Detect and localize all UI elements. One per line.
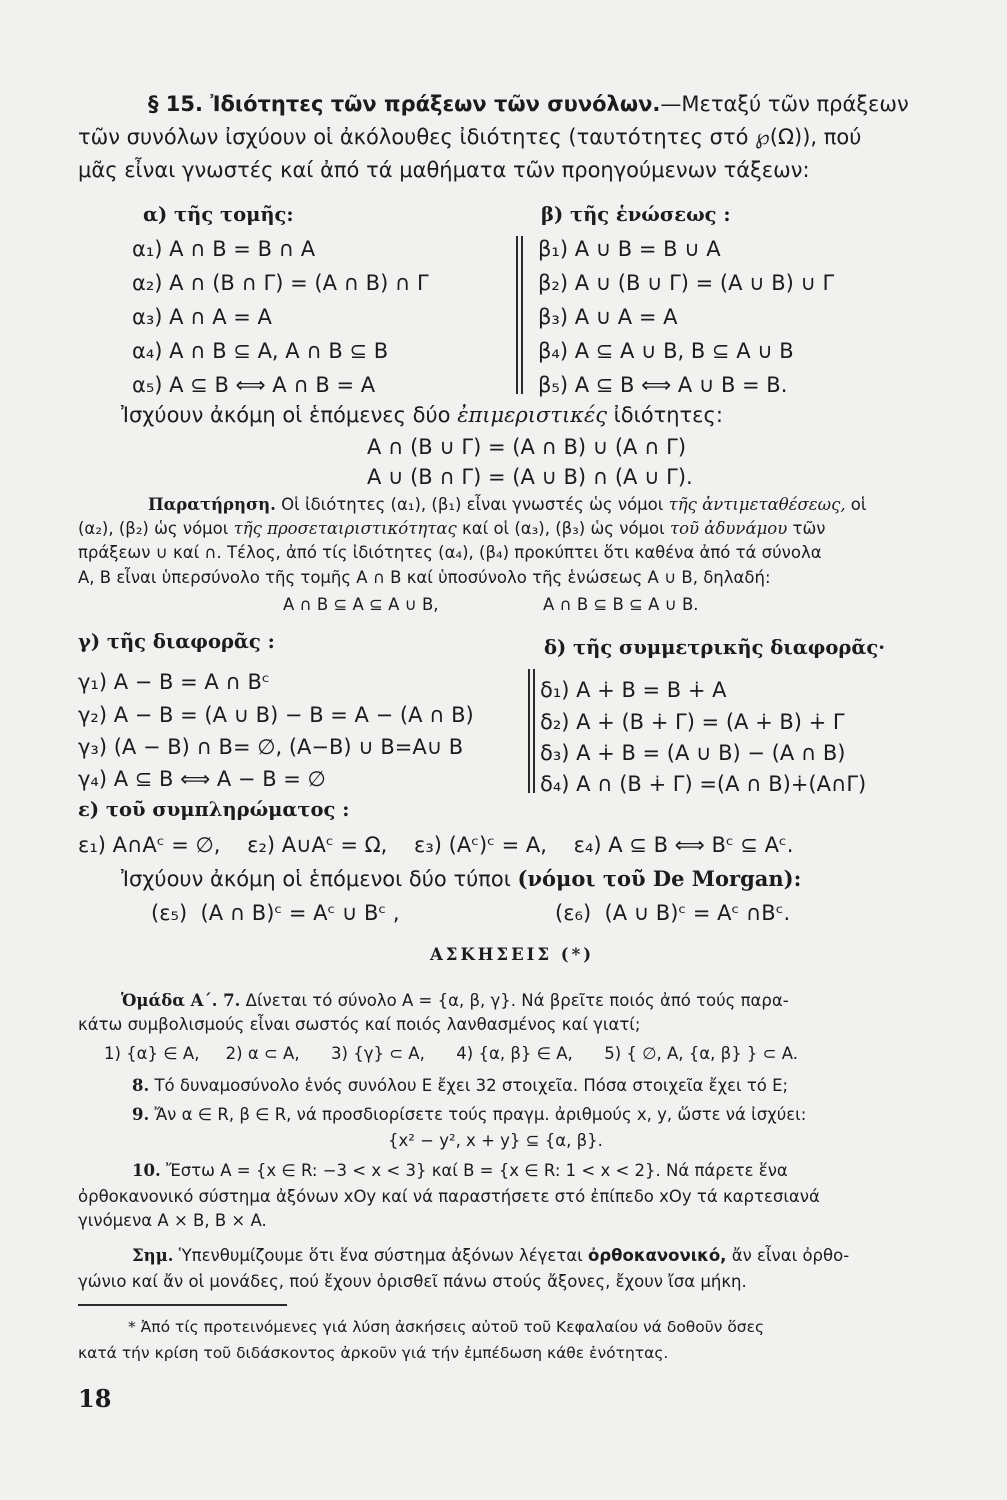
note-text-2: ἄν εἶναι ὀρθο-	[726, 1246, 850, 1265]
exercise-7-label: Ὁμάδα Α΄. 7.	[121, 991, 241, 1010]
intersection-item-5: α₅) A ⊆ B ⟺ A ∩ B = A	[132, 373, 376, 397]
exercise-9-formula: {x² − y², x + y} ⊆ {α, β}.	[388, 1131, 603, 1150]
remark-text-1b: τῆς ἀντιμεταθέσεως,	[668, 495, 846, 514]
exercise-7-options: 1) {α} ∈ A, 2) α ⊂ A, 3) {γ} ⊂ A, 4) {α, β} ∈ A, 5) { ∅, A, {α, β} } ⊂ A.	[104, 1044, 798, 1063]
distributive-em: ἐπιμεριστικές	[457, 403, 607, 427]
remark-text-2c: καί οἱ (α₃), (β₃) ὡς νόμοι	[456, 519, 670, 538]
difference-item-1: γ₁) A − B = A ∩ Bᶜ	[78, 670, 270, 694]
union-item-5: β₅) A ⊆ B ⟺ A ∪ B = B.	[538, 373, 788, 397]
union-item-1: β₁) A ∪ B = B ∪ A	[538, 237, 721, 261]
symmetric-item-2: δ₂) A ∔ (B ∔ Γ) = (A ∔ B) ∔ Γ	[540, 710, 845, 734]
demorgan-law-5: (ε₅) (A ∩ B)ᶜ = Aᶜ ∪ Bᶜ ,	[151, 901, 400, 925]
exercise-7-text: Δίνεται τό σύνολο A = {α, β, γ}. Νά βρεῖτε ποιός ἀπό τούς παρα-	[240, 991, 789, 1010]
difference-item-2: γ₂) A − B = (A ∪ B) − B = A − (A ∩ B)	[78, 703, 474, 727]
exercise-7-line-2: κάτω συμβολισμούς εἶναι σωστός καί ποιός λανθασμένος καί γιατί;	[78, 1015, 641, 1034]
complement-line-1: ε₁) A∩Aᶜ = ∅, ε₂) A∪Aᶜ = Ω, ε₃) (Aᶜ)ᶜ = A, ε₄) A ⊆ B ⟺ Bᶜ ⊆ Aᶜ.	[78, 833, 794, 857]
symmetric-item-3: δ₃) A ∔ B = (A ∪ B) − (A ∩ B)	[540, 741, 846, 765]
note-text-1: Ὑπενθυμίζουμε ὅτι ἕνα σύστημα ἀξόνων λέγεται	[173, 1246, 588, 1265]
exercise-10-line-1	[132, 1163, 788, 1180]
intro-text-1: —Μεταξύ τῶν πράξεων	[660, 92, 909, 116]
intersection-item-3: α₃) A ∩ A = A	[132, 305, 272, 329]
remark-text-1a: Οἱ ἰδιότητες (α₁), (β₁) εἶναι γνωστές ὡς νόμοι	[275, 495, 669, 514]
symmetric-item-4: δ₄) A ∩ (B ∔ Γ) =(A ∩ B)∔(A∩Γ)	[540, 772, 867, 796]
exercise-10-line-2: ὀρθοκανονικό σύστημα ἀξόνων xOy καί νά παραστήσετε στό ἐπίπεδο xOy τά καρτεσιανά	[78, 1187, 820, 1206]
column-divider-right	[521, 236, 523, 394]
remark-text-1c: οἱ	[845, 495, 867, 514]
remark-formula-1: A ∩ B ⊆ A ⊆ A ∪ B,	[283, 595, 439, 614]
exercise-10-line-3: γινόμενα A × B, B × A.	[78, 1211, 267, 1230]
column-divider-left	[516, 236, 518, 394]
complement-title: ε) τοῦ συμπληρώματος :	[78, 798, 350, 821]
note-label: Σημ.	[132, 1246, 174, 1265]
note-line-1	[132, 1248, 849, 1265]
demorgan-bold: (νόμοι τοῦ De Morgan):	[517, 866, 802, 891]
exercise-9-text: Ἄν α ∈ R, β ∈ R, νά προσδιορίσετε τούς πραγμ. ἀριθμούς x, y, ὥστε νά ἰσχύει:	[149, 1105, 807, 1124]
remark-line-2	[78, 521, 826, 538]
symmetric-title: δ) τῆς συμμετρικῆς διαφορᾶς·	[544, 636, 886, 659]
union-item-2: β₂) A ∪ (B ∪ Γ) = (A ∪ B) ∪ Γ	[538, 271, 835, 295]
symmetric-item-1: δ₁) A ∔ B = B ∔ A	[540, 678, 727, 702]
intersection-title: α) τῆς τομῆς:	[143, 203, 294, 226]
remark-text-2e: τῶν	[787, 519, 826, 538]
exercises-title: ΑΣΚΗΣΕΙΣ (*)	[430, 945, 595, 964]
remark-line-1	[148, 497, 867, 514]
remark-text-2d: τοῦ ἀδυνάμου	[669, 519, 788, 538]
difference-item-4: γ₄) A ⊆ B ⟺ A − B = ∅	[78, 767, 326, 791]
exercise-8-label: 8.	[132, 1076, 150, 1095]
exercise-8	[132, 1078, 788, 1095]
intersection-item-1: α₁) A ∩ B = B ∩ A	[132, 237, 316, 261]
distributive-intro-text: Ἰσχύουν ἀκόμη οἱ ἑπόμενες δύο	[121, 403, 458, 427]
intersection-item-4: α₄) A ∩ B ⊆ A, A ∩ B ⊆ B	[132, 339, 389, 363]
distributive-law-1: A ∩ (B ∪ Γ) = (A ∩ B) ∪ (A ∩ Γ)	[367, 435, 687, 459]
section-intro-line-2: τῶν συνόλων ἰσχύουν οἱ ἀκόλουθες ἰδιότητες (ταυτότητες στό ℘(Ω)), πού	[78, 125, 862, 149]
column-divider-2-right	[533, 669, 535, 793]
remark-line-3: πράξεων ∪ καί ∩. Τέλος, ἀπό τίς ἰδιότητες (α₄), (β₄) προκύπτει ὅτι καθένα ἀπό τά σύνολα	[78, 543, 822, 562]
column-divider-2-left	[528, 669, 530, 793]
remark-text-2b: τῆς προσεταιριστικότητας	[233, 519, 457, 538]
union-item-3: β₃) A ∪ A = A	[538, 305, 678, 329]
demorgan-text: Ἰσχύουν ἀκόμη οἱ ἑπόμενοι δύο τύποι	[121, 867, 518, 891]
exercise-9	[132, 1107, 806, 1124]
union-title: β) τῆς ἑνώσεως :	[541, 203, 731, 226]
exercise-8-text: Τό δυναμοσύνολο ἑνός συνόλου Ε ἔχει 32 στοιχεῖα. Πόσα στοιχεῖα ἔχει τό Ε;	[149, 1076, 789, 1095]
section-intro-line-1	[148, 94, 909, 115]
page-number: 18	[78, 1384, 112, 1413]
union-item-4: β₄) A ⊆ A ∪ B, B ⊆ A ∪ B	[538, 339, 794, 363]
demorgan-law-6: (ε₆) (A ∪ B)ᶜ = Aᶜ ∩Bᶜ.	[555, 901, 791, 925]
remark-line-4: A, B εἶναι ὑπερσύνολο τῆς τομῆς A ∩ B καί ὑποσύνολο τῆς ἑνώσεως A ∪ B, δηλαδή:	[78, 568, 771, 587]
footnote-line-1: * Ἀπό τίς προτεινόμενες γιά λύση ἀσκήσεις αὐτοῦ τοῦ Κεφαλαίου νά δοθοῦν ὅσες	[128, 1318, 765, 1336]
note-line-2: γώνιο καί ἄν οἱ μονάδες, πού ἔχουν ὁρισθεῖ πάνω στούς ἄξονες, ἔχουν ἴσα μήκη.	[78, 1272, 747, 1291]
distributive-intro	[121, 405, 723, 426]
section-heading: § 15. Ἰδιότητες τῶν πράξεων τῶν συνόλων.	[148, 92, 661, 116]
section-intro-line-3: μᾶς εἶναι γνωστές καί ἀπό τά μαθήματα τῶν προηγούμενων τάξεων:	[78, 158, 810, 182]
exercise-10-text: Ἔστω A = {x ∈ R: −3 < x < 3} καί B = {x ∈ R: 1 < x < 2}. Νά πάρετε ἕνα	[160, 1161, 788, 1180]
exercise-9-label: 9.	[132, 1105, 150, 1124]
distributive-intro-end: ἰδιότητες:	[606, 403, 723, 427]
note-bold: ὀρθοκανονικό,	[588, 1246, 727, 1265]
remark-label: Παρατήρηση.	[148, 495, 276, 514]
remark-text-2a: (α₂), (β₂) ὡς νόμοι	[78, 519, 234, 538]
intersection-item-2: α₂) A ∩ (B ∩ Γ) = (A ∩ B) ∩ Γ	[132, 271, 429, 295]
difference-title: γ) τῆς διαφορᾶς :	[78, 630, 275, 653]
remark-formula-2: A ∩ B ⊆ B ⊆ A ∪ B.	[543, 595, 699, 614]
footnote-line-2: κατά τήν κρίση τοῦ διδάσκοντος ἀρκοῦν γιά τήν ἐμπέδωση κάθε ἑνότητας.	[78, 1344, 669, 1362]
exercise-7-line-1	[121, 993, 789, 1010]
distributive-law-2: A ∪ (B ∩ Γ) = (A ∪ B) ∩ (A ∪ Γ).	[367, 465, 693, 489]
difference-item-3: γ₃) (A − B) ∩ B= ∅, (A−B) ∪ B=A∪ B	[78, 735, 464, 759]
demorgan-intro	[121, 868, 801, 890]
exercise-10-label: 10.	[132, 1161, 161, 1180]
footnote-rule	[78, 1304, 287, 1306]
